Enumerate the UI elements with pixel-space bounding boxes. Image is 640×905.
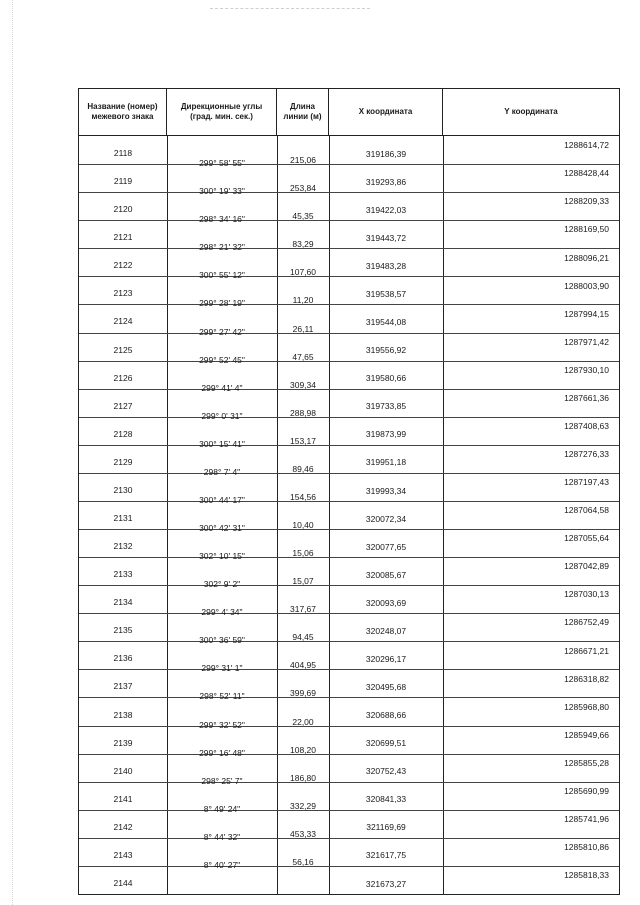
y-coordinate-cell: 1285968,80 bbox=[564, 701, 609, 712]
row-separator bbox=[79, 417, 619, 418]
header-y-coordinate: Y координата bbox=[504, 107, 558, 116]
line-length-cell: 83,29 bbox=[292, 239, 314, 250]
row-separator bbox=[79, 501, 619, 502]
point-name-cell: 2140 bbox=[113, 765, 133, 776]
x-coordinate-cell: 319544,08 bbox=[365, 317, 407, 328]
y-coordinate-cell: 1285741,96 bbox=[564, 813, 609, 824]
line-length-cell: 253,84 bbox=[290, 183, 316, 194]
x-coordinate-cell: 320699,51 bbox=[365, 738, 407, 749]
x-coordinate-cell: 321673,27 bbox=[365, 878, 407, 889]
x-coordinate-cell: 319556,92 bbox=[365, 345, 407, 356]
line-length-cell: 154,56 bbox=[290, 491, 316, 502]
coordinates-table bbox=[78, 88, 620, 895]
line-length-cell: 56,16 bbox=[292, 856, 314, 867]
row-separator bbox=[79, 389, 619, 390]
row-separator bbox=[79, 445, 619, 446]
direction-angle-cell: 300° 44' 17" bbox=[199, 494, 245, 505]
x-coordinate-cell: 320495,68 bbox=[365, 682, 407, 693]
point-name-cell: 2120 bbox=[113, 204, 133, 215]
direction-angle-cell: 298° 7' 4" bbox=[203, 466, 241, 477]
y-coordinate-cell: 1285690,99 bbox=[564, 785, 609, 796]
line-length-cell: 107,60 bbox=[290, 267, 316, 278]
line-length-cell: 288,98 bbox=[290, 407, 316, 418]
x-coordinate-cell: 319538,57 bbox=[365, 289, 407, 299]
line-length-cell: 45,35 bbox=[292, 211, 314, 222]
point-name-cell: 2135 bbox=[113, 625, 133, 636]
header-x-coordinate: X координата bbox=[329, 89, 443, 135]
x-coordinate-cell: 319422,03 bbox=[365, 204, 407, 215]
row-separator bbox=[79, 276, 619, 277]
x-coordinate-cell: 320072,34 bbox=[365, 513, 407, 524]
direction-angle-cell: 8° 44' 32" bbox=[203, 831, 241, 842]
point-name-cell: 2127 bbox=[113, 400, 133, 411]
row-separator bbox=[79, 192, 619, 193]
direction-angle-cell: 302° 9' 2" bbox=[203, 579, 241, 590]
row-separator bbox=[79, 782, 619, 783]
y-coordinate-cell: 1287661,36 bbox=[564, 392, 609, 403]
direction-angle-cell: 300° 36' 59" bbox=[199, 635, 245, 646]
line-length-cell: 404,95 bbox=[290, 660, 316, 671]
x-coordinate-cell: 320077,65 bbox=[365, 541, 407, 552]
line-length-cell: 215,06 bbox=[290, 155, 316, 166]
row-separator bbox=[79, 726, 619, 727]
y-coordinate-cell: 1285810,86 bbox=[564, 842, 609, 853]
line-length-cell: 10,40 bbox=[292, 520, 314, 531]
x-coordinate-cell: 319993,34 bbox=[365, 485, 407, 496]
x-coordinate-cell: 320093,69 bbox=[365, 597, 407, 608]
point-name-cell: 2136 bbox=[113, 653, 133, 664]
y-coordinate-cell: 1287994,15 bbox=[564, 308, 609, 319]
line-length-cell: 153,17 bbox=[290, 435, 316, 446]
direction-angle-cell: 298° 25' 7" bbox=[201, 775, 243, 786]
line-length-cell: 22,00 bbox=[292, 716, 314, 727]
y-coordinate-cell: 1287030,13 bbox=[564, 589, 609, 600]
line-length-cell: 89,46 bbox=[292, 463, 314, 474]
header-point-name: Название (номер) межевого знака bbox=[79, 89, 167, 135]
y-coordinate-cell: 1288614,72 bbox=[564, 140, 609, 151]
direction-angle-cell: 299° 16' 48" bbox=[199, 747, 245, 758]
line-length-cell: 15,07 bbox=[292, 576, 314, 587]
point-name-cell: 2131 bbox=[113, 513, 133, 523]
point-name-cell: 2119 bbox=[113, 176, 133, 187]
y-coordinate-cell: 1286318,82 bbox=[564, 673, 609, 684]
point-name-cell: 2118 bbox=[113, 148, 133, 159]
direction-angle-cell: 299° 52' 45" bbox=[199, 354, 245, 365]
row-separator bbox=[79, 304, 619, 305]
direction-angle-cell: 300° 15' 41" bbox=[199, 438, 245, 449]
direction-angle-cell: 300° 42' 31" bbox=[199, 523, 245, 534]
x-coordinate-cell: 319951,18 bbox=[365, 457, 407, 468]
y-coordinate-cell: 1286752,49 bbox=[564, 617, 609, 628]
row-separator bbox=[79, 810, 619, 811]
point-name-cell: 2129 bbox=[113, 456, 133, 467]
point-name-cell: 2134 bbox=[113, 597, 133, 608]
line-length-cell: 94,45 bbox=[292, 632, 314, 643]
point-name-cell: 2138 bbox=[113, 709, 133, 720]
direction-angle-cell: 299° 32' 52" bbox=[199, 719, 245, 730]
x-coordinate-cell: 321169,69 bbox=[366, 822, 406, 833]
y-coordinate-cell: 1287930,10 bbox=[564, 364, 609, 375]
x-coordinate-cell: 319483,28 bbox=[365, 260, 407, 271]
point-name-cell: 2132 bbox=[113, 541, 133, 552]
direction-angle-cell: 298° 21' 32" bbox=[199, 242, 245, 253]
y-coordinate-cell: 1288096,21 bbox=[564, 252, 609, 263]
row-separator bbox=[79, 557, 619, 558]
row-separator bbox=[79, 613, 619, 614]
x-coordinate-cell: 319580,66 bbox=[365, 373, 407, 384]
point-name-cell: 2125 bbox=[113, 344, 133, 355]
x-coordinate-cell: 319443,72 bbox=[365, 232, 407, 243]
row-separator bbox=[79, 164, 619, 165]
x-coordinate-cell: 320085,67 bbox=[365, 569, 407, 580]
point-name-cell: 2139 bbox=[113, 737, 133, 748]
row-separator bbox=[79, 585, 619, 586]
direction-angle-cell: 298° 52' 11" bbox=[199, 691, 245, 702]
row-separator bbox=[79, 838, 619, 839]
line-length-cell: 453,33 bbox=[290, 828, 316, 839]
y-coordinate-cell: 1288003,90 bbox=[564, 280, 609, 291]
line-length-cell: 309,34 bbox=[290, 379, 316, 390]
y-coordinate-cell: 1288428,44 bbox=[564, 168, 609, 179]
row-separator bbox=[79, 473, 619, 474]
point-name-cell: 2142 bbox=[113, 821, 133, 832]
y-coordinate-cell: 1287055,64 bbox=[564, 533, 609, 544]
point-name-cell: 2144 bbox=[113, 877, 133, 888]
x-coordinate-cell: 319873,99 bbox=[365, 429, 407, 440]
x-coordinate-cell: 319293,86 bbox=[365, 176, 407, 187]
y-coordinate-cell: 1285855,28 bbox=[564, 757, 609, 768]
row-separator bbox=[79, 754, 619, 755]
y-coordinate-cell: 1287408,63 bbox=[564, 420, 609, 431]
direction-angle-cell: 299° 0' 31" bbox=[201, 410, 243, 421]
table-header bbox=[79, 89, 619, 136]
direction-angle-cell: 299° 31' 1" bbox=[201, 663, 243, 674]
point-name-cell: 2124 bbox=[113, 316, 133, 327]
line-length-cell: 15,06 bbox=[292, 548, 314, 559]
point-name-cell: 2143 bbox=[113, 849, 133, 860]
table-body bbox=[79, 136, 619, 894]
y-coordinate-cell: 1288169,50 bbox=[564, 224, 609, 235]
y-coordinate-cell: 1285949,66 bbox=[564, 729, 609, 740]
x-coordinate-cell: 320296,17 bbox=[365, 653, 407, 664]
direction-angle-cell: 8° 40' 27" bbox=[203, 859, 241, 870]
y-coordinate-cell: 1288209,33 bbox=[564, 196, 609, 207]
point-name-cell: 2133 bbox=[113, 569, 133, 580]
point-name-cell: 2141 bbox=[113, 793, 133, 804]
point-name-cell: 2137 bbox=[113, 681, 133, 692]
y-coordinate-cell: 1287276,33 bbox=[564, 449, 609, 460]
scan-edge-artifact bbox=[0, 0, 13, 905]
y-coordinate-cell: 1287042,89 bbox=[564, 561, 609, 572]
direction-angle-cell: 299° 28' 19" bbox=[199, 298, 245, 309]
point-name-cell: 2128 bbox=[113, 428, 133, 439]
row-separator bbox=[79, 529, 619, 530]
row-separator bbox=[79, 641, 619, 642]
y-coordinate-cell: 1287064,58 bbox=[564, 505, 609, 516]
x-coordinate-cell: 320248,07 bbox=[365, 625, 407, 636]
direction-angle-cell: 299° 4' 34" bbox=[201, 607, 243, 618]
scan-dash-artifact bbox=[210, 8, 370, 10]
x-coordinate-cell: 319733,85 bbox=[365, 401, 407, 412]
y-coordinate-cell: 1286671,21 bbox=[564, 645, 609, 656]
direction-angle-cell: 300° 19' 33" bbox=[199, 186, 245, 197]
direction-angle-cell: 300° 55' 12" bbox=[199, 270, 245, 281]
direction-angle-cell: 299° 27' 42" bbox=[199, 326, 245, 337]
direction-angle-cell: 298° 34' 16" bbox=[199, 214, 245, 225]
line-length-cell: 399,69 bbox=[290, 688, 316, 699]
direction-angle-cell: 299° 58' 55" bbox=[199, 158, 245, 169]
line-length-cell: 332,29 bbox=[290, 800, 316, 811]
row-separator bbox=[79, 220, 619, 221]
x-coordinate-cell: 320841,33 bbox=[365, 794, 407, 805]
header-line-length: Длина линии (м) bbox=[277, 89, 329, 135]
line-length-cell: 11,20 bbox=[292, 295, 314, 306]
line-length-cell: 47,65 bbox=[292, 351, 314, 362]
line-length-cell: 108,20 bbox=[290, 744, 316, 755]
direction-angle-cell: 8° 49' 24" bbox=[203, 803, 241, 814]
direction-angle-cell: 302° 10' 15" bbox=[199, 551, 245, 562]
row-separator bbox=[79, 669, 619, 670]
point-name-cell: 2121 bbox=[113, 232, 133, 243]
point-name-cell: 2126 bbox=[113, 372, 133, 383]
y-coordinate-cell: 1287971,42 bbox=[564, 336, 609, 347]
line-length-cell: 26,11 bbox=[292, 323, 314, 334]
x-coordinate-cell: 321617,75 bbox=[365, 850, 407, 861]
line-length-cell: 186,80 bbox=[290, 772, 316, 783]
x-coordinate-cell: 319186,39 bbox=[365, 148, 407, 159]
row-separator bbox=[79, 361, 619, 362]
point-name-cell: 2123 bbox=[113, 288, 133, 299]
row-separator bbox=[79, 866, 619, 867]
x-coordinate-cell: 320752,43 bbox=[365, 766, 407, 777]
point-name-cell: 2122 bbox=[113, 260, 133, 271]
y-coordinate-cell: 1287197,43 bbox=[564, 477, 609, 488]
header-direction-angle: Дирекционные углы (град. мин. сек.) bbox=[167, 89, 277, 135]
row-separator bbox=[79, 333, 619, 334]
row-separator bbox=[79, 248, 619, 249]
x-coordinate-cell: 320688,66 bbox=[365, 710, 407, 721]
y-coordinate-cell: 1285818,33 bbox=[564, 870, 609, 881]
line-length-cell: 317,67 bbox=[290, 604, 316, 615]
direction-angle-cell: 299° 41' 4" bbox=[201, 382, 243, 393]
row-separator bbox=[79, 697, 619, 698]
point-name-cell: 2130 bbox=[113, 484, 133, 495]
